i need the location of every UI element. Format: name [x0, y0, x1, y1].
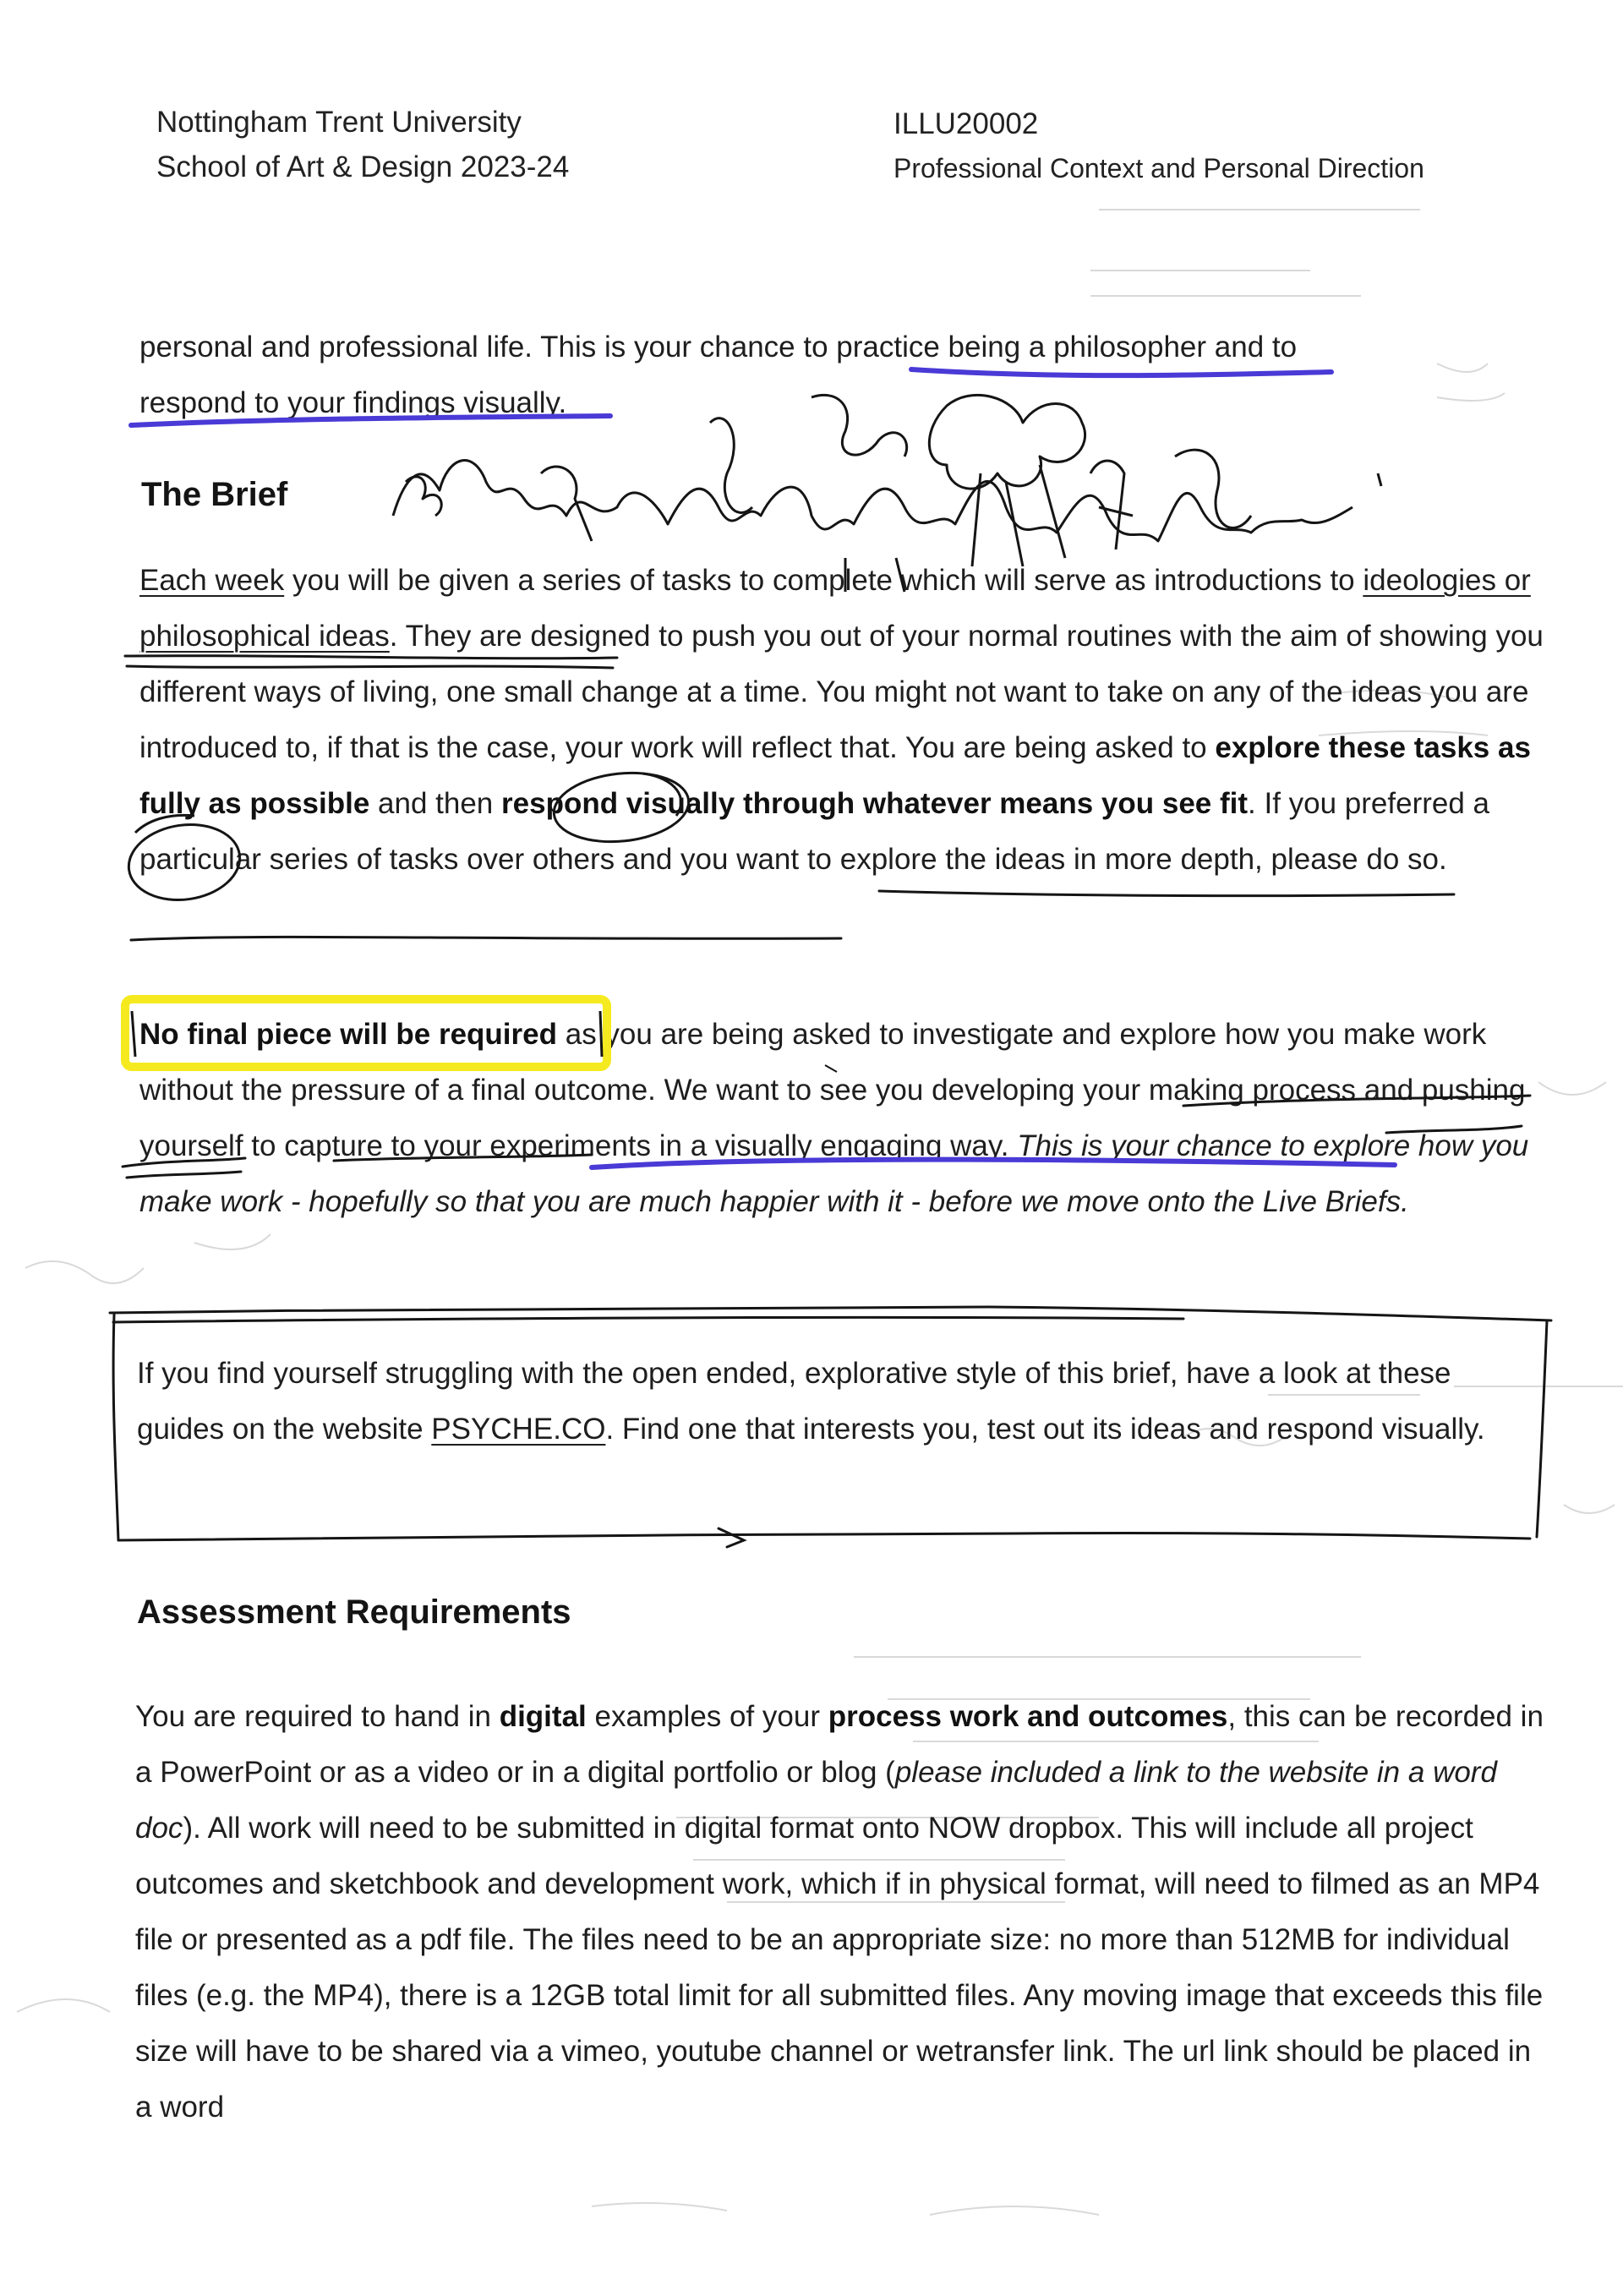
- assess-text-6: please included a link to the website in a word doc: [135, 1756, 1497, 1845]
- brief-p3-text-1: If you find yourself struggling with the open ended, explorative style of this brief, have a look at these guides on the website: [137, 1357, 1451, 1446]
- institution-name: Nottingham Trent University: [156, 106, 522, 139]
- assess-text-3: examples of your: [586, 1700, 828, 1733]
- assess-text-4: process work and outcomes: [828, 1700, 1228, 1733]
- school-name: School of Art & Design 2023-24: [156, 150, 570, 183]
- brief-p1-text-4: . They are designed to push you out of your normal routines with the aim of showing you different ways of living, one small change at a time. You might not want to take on any of the ideas you are introduced to, if that is the case, your work will reflect that. You are being asked to: [139, 620, 1544, 764]
- module-code: ILLU20002: [893, 107, 1039, 140]
- module-title: Professional Context and Personal Direction: [893, 153, 1424, 183]
- assess-text-1: You are required to hand in: [135, 1700, 500, 1733]
- brief-p1-text-7: respond visually through whatever means you see fit: [501, 787, 1249, 820]
- intro-text-1: personal and professional life. This is your chance to: [139, 331, 837, 364]
- assessment-heading: Assessment Requirements: [137, 1594, 571, 1631]
- brief-p1-text-2: you will be given a series of tasks to complete which will serve as introductions to: [284, 564, 1363, 597]
- brief-p2-text-3: This is your chance to explore how you make work - hopefully so that you are much happier with it - before we move onto the Live Briefs.: [139, 1129, 1529, 1218]
- purple-underlines: [131, 369, 1395, 1167]
- caret-mark: [825, 1065, 837, 1072]
- psyche-link[interactable]: PSYCHE.CO: [431, 1413, 606, 1446]
- brief-p3-text-3: . Find one that interests you, test out its ideas and respond visually.: [605, 1413, 1485, 1446]
- doodle-scribble: [393, 395, 1381, 592]
- pen-circles: [124, 767, 692, 907]
- brief-p1-text-6: and then: [369, 787, 502, 820]
- brief-p2-text-1: No final piece will be required: [139, 1018, 557, 1051]
- intro-text-4: respond to your findings visually.: [139, 386, 567, 419]
- brief-p1-text-1: Each week: [139, 564, 285, 597]
- assess-text-7: ). All work will need to be submitted in digital format onto NOW dropbox. This will include all project outcomes and sketchbook and development work, which if in physical format, will need to filmed as an MP4 file or presented as a pdf file. The files need to be an appropriate size: no more than 512MB for individual files (e.g. the MP4), there is a 12GB total limit for all submitted files. Any moving image that exceeds this file size will have to be shared via a vimeo, youtube channel or wetransfer link. The url link should be placed in a word: [135, 1812, 1544, 2124]
- brief-p1-text-5: explore these tasks as fully as possible: [139, 731, 1531, 820]
- brief-p2-text-2: as you are being asked to investigate and explore how you make work without the pressure of a final outcome. We want to see you developing your making process and pushing yourself to capture to your experiments in a visually engaging way.: [139, 1018, 1526, 1162]
- intro-text-3: and to: [1206, 331, 1298, 364]
- black-pen-underlines: [123, 656, 1530, 1178]
- assess-text-2: digital: [499, 1700, 587, 1733]
- yellow-highlight-box: [125, 999, 607, 1067]
- assess-text-5: , this can be recorded in a PowerPoint or as a video or in a digital portfolio or blog (: [135, 1700, 1544, 1789]
- brief-p1-text-3: ideologies or philosophical ideas: [139, 564, 1531, 653]
- brief-p1-text-8: . If you preferred a particular series of tasks over others and you want to explore the ideas in more depth, please do so.: [139, 787, 1490, 876]
- brief-heading: The Brief: [141, 476, 288, 513]
- hand-drawn-box: [110, 1307, 1551, 1547]
- intro-text-2: practice being a philosopher: [836, 331, 1207, 364]
